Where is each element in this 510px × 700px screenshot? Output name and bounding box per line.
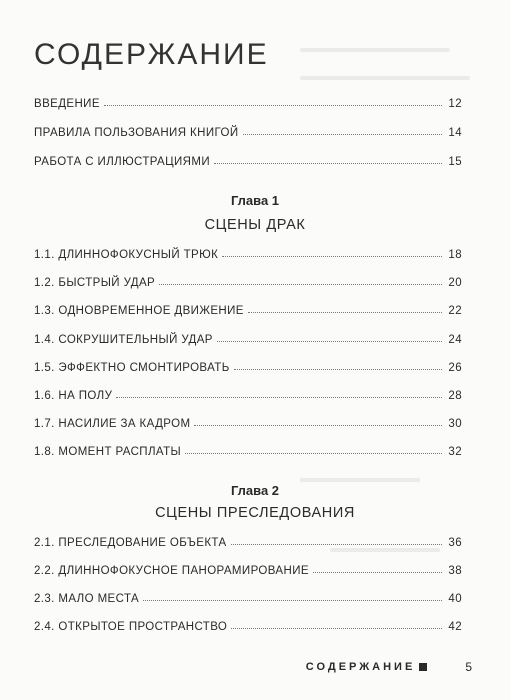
toc-entry-label: 1.2. БЫСТРЫЙ УДАР: [34, 277, 156, 289]
dot-leader: [214, 163, 442, 164]
dot-leader: [116, 397, 442, 398]
toc-entry[interactable]: [34, 299, 462, 317]
dot-leader: [159, 284, 442, 285]
dot-leader: [194, 425, 442, 426]
toc-entry-label: 1.3. ОДНОВРЕМЕННОЕ ДВИЖЕНИЕ: [34, 305, 244, 317]
toc-entry-page: 15: [448, 156, 462, 168]
toc-entry[interactable]: [34, 150, 462, 168]
toc-entry-page: 26: [448, 362, 462, 374]
toc-entry[interactable]: [34, 92, 462, 110]
dot-leader: [231, 544, 443, 545]
chapter-title: СЦЕНЫ ПРЕСЛЕДОВАНИЯ: [155, 505, 355, 521]
toc-entry[interactable]: [34, 440, 462, 458]
chapter-title: СЦЕНЫ ДРАК: [204, 217, 306, 233]
chapter-number: Глава 1: [230, 193, 280, 208]
toc-entry-label: ПРАВИЛА ПОЛЬЗОВАНИЯ КНИГОЙ: [34, 127, 239, 139]
dot-leader: [222, 256, 442, 257]
toc-entry-page: 20: [448, 277, 462, 289]
dot-leader: [217, 341, 443, 342]
toc-entry-page: 40: [448, 593, 462, 605]
page-footer: [306, 660, 472, 674]
dot-leader: [243, 134, 443, 135]
show-through-mark: [300, 76, 470, 80]
chapter-number: Глава 2: [230, 483, 280, 498]
toc-entry-page: 18: [448, 249, 462, 261]
toc-entry-label: РАБОТА С ИЛЛЮСТРАЦИЯМИ: [34, 156, 211, 168]
toc-entry-page: 14: [448, 127, 462, 139]
dot-leader: [313, 572, 442, 573]
toc-entry-label: 1.6. НА ПОЛУ: [34, 390, 113, 402]
toc-entry-label: 1.7. НАСИЛИЕ ЗА КАДРОМ: [34, 418, 191, 430]
toc-entry[interactable]: [34, 384, 462, 402]
toc-entry[interactable]: [34, 328, 462, 346]
toc-entry[interactable]: [34, 615, 462, 633]
show-through-mark: [300, 478, 420, 482]
toc-entry-page: 22: [448, 305, 462, 317]
toc-entry[interactable]: [34, 531, 462, 549]
square-bullet-icon: [419, 663, 427, 671]
toc-entry-label: ВВЕДЕНИЕ: [34, 98, 100, 110]
toc-entry[interactable]: [34, 559, 462, 577]
toc-entry[interactable]: [34, 121, 462, 139]
toc-entry-label: 1.4. СОКРУШИТЕЛЬНЫЙ УДАР: [34, 334, 213, 346]
toc-entry-page: 36: [448, 537, 462, 549]
toc-entry[interactable]: [34, 271, 462, 289]
toc-entry[interactable]: [34, 243, 462, 261]
page-number: 5: [465, 660, 472, 674]
toc-entry[interactable]: [34, 587, 462, 605]
toc-entry-label: 2.3. МАЛО МЕСТА: [34, 593, 140, 605]
toc-entry-label: 1.8. МОМЕНТ РАСПЛАТЫ: [34, 446, 182, 458]
toc-entry-page: 12: [448, 98, 462, 110]
toc-entry-page: 30: [448, 418, 462, 430]
running-head: СОДЕРЖАНИЕ: [305, 661, 416, 673]
toc-entry[interactable]: [34, 356, 462, 374]
toc-entry-label: 1.5. ЭФФЕКТНО СМОНТИРОВАТЬ: [34, 362, 230, 374]
toc-entry-page: 24: [448, 334, 462, 346]
toc-entry-label: 2.2. ДЛИННОФОКУСНОЕ ПАНОРАМИРОВАНИЕ: [34, 565, 309, 577]
page-title: СОДЕРЖАНИЕ: [34, 38, 269, 71]
dot-leader: [185, 453, 442, 454]
toc-entry-page: 32: [448, 446, 462, 458]
show-through-mark: [300, 48, 450, 52]
dot-leader: [143, 600, 442, 601]
dot-leader: [231, 628, 442, 629]
toc-entry[interactable]: [34, 412, 462, 430]
dot-leader: [248, 312, 443, 313]
toc-entry-page: 38: [448, 565, 462, 577]
toc-entry-page: 42: [448, 621, 462, 633]
toc-entry-label: 2.1. ПРЕСЛЕДОВАНИЕ ОБЪЕКТА: [34, 537, 227, 549]
dot-leader: [234, 369, 443, 370]
dot-leader: [104, 105, 442, 106]
toc-entry-label: 1.1. ДЛИННОФОКУСНЫЙ ТРЮК: [34, 249, 219, 261]
toc-entry-label: 2.4. ОТКРЫТОЕ ПРОСТРАНСТВО: [34, 621, 228, 633]
toc-entry-page: 28: [448, 390, 462, 402]
